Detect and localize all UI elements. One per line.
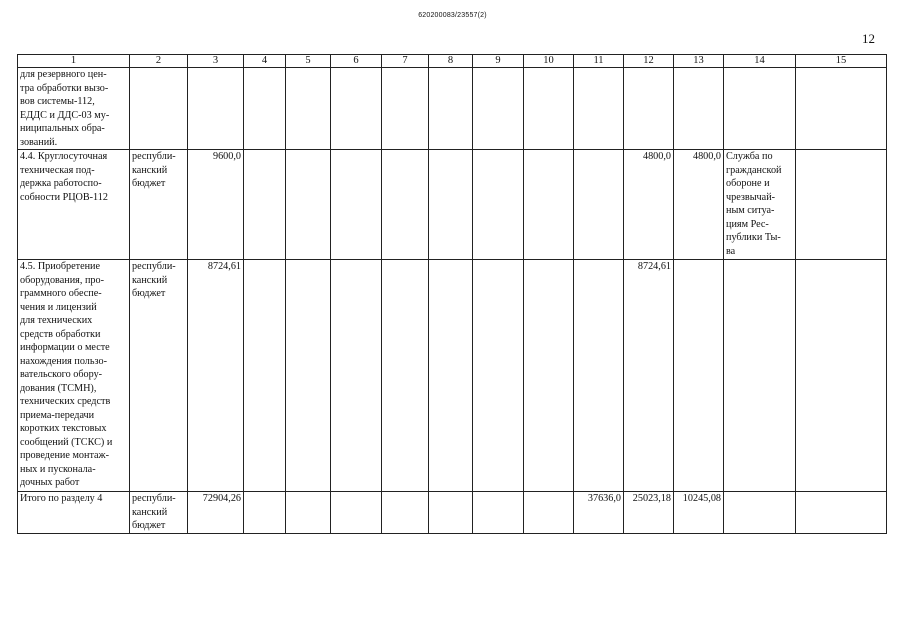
- measure-name-cell: 4.5. Приобретение оборудования, про- граммного обеспе- чения и лицензий для технических средств обработки информации о месте нахождения пользо- вательского обору- дования (ТСМН), технических средств приема-передачи коротких текстовых сообщений (ТСКС) и проведение монтаж- ных и пусконала- дочных работ: [18, 260, 130, 492]
- funding-source-cell: республи- канский бюджет: [130, 150, 188, 260]
- table-cell: [473, 150, 524, 260]
- table-cell: [286, 492, 331, 534]
- amount-cell: [574, 150, 624, 260]
- amount-cell: [574, 260, 624, 492]
- table-cell: [796, 68, 887, 150]
- column-header: 9: [473, 55, 524, 68]
- column-header: 8: [429, 55, 473, 68]
- table-cell: [331, 492, 382, 534]
- executor-cell: Служба по гражданской обороне и чрезвычай- ным ситуа- циям Рес- публики Ты- ва: [724, 150, 796, 260]
- table-cell: [524, 150, 574, 260]
- page-number: 12: [862, 31, 875, 46]
- column-header: 14: [724, 55, 796, 68]
- table-cell: [796, 150, 887, 260]
- table-cell: [382, 150, 429, 260]
- column-header: 12: [624, 55, 674, 68]
- total-amount-cell: 72904,26: [188, 492, 244, 534]
- table-cell: [331, 260, 382, 492]
- table-row: [18, 260, 887, 492]
- column-header: 2: [130, 55, 188, 68]
- amount-cell: 4800,0: [624, 150, 674, 260]
- executor-cell: [724, 492, 796, 534]
- table-cell: [473, 68, 524, 150]
- total-amount-cell: 8724,61: [188, 260, 244, 492]
- measure-name-cell: 4.4. Круглосуточная техническая под- держка работоспо- собности РЦОВ-112: [18, 150, 130, 260]
- data-table: [17, 54, 887, 534]
- executor-cell: [724, 68, 796, 150]
- table-cell: [286, 260, 331, 492]
- amount-cell: 37636,0: [574, 492, 624, 534]
- amount-cell: 4800,0: [674, 150, 724, 260]
- measure-name-cell: для резервного цен- тра обработки вызо- вов системы-112, ЕДДС и ДДС-03 му- ниципальных обра- зований.: [18, 68, 130, 150]
- column-header: 15: [796, 55, 887, 68]
- table-cell: [286, 68, 331, 150]
- total-row: [18, 492, 887, 534]
- column-header: 5: [286, 55, 331, 68]
- amount-cell: 8724,61: [624, 260, 674, 492]
- column-header: 4: [244, 55, 286, 68]
- table-cell: [429, 260, 473, 492]
- table-row: [18, 150, 887, 260]
- executor-cell: [724, 260, 796, 492]
- table-cell: [429, 150, 473, 260]
- amount-cell: 10245,08: [674, 492, 724, 534]
- table-cell: [796, 260, 887, 492]
- funding-source-cell: республи- канский бюджет: [130, 260, 188, 492]
- table-cell: [382, 492, 429, 534]
- funding-source-cell: республи- канский бюджет: [130, 492, 188, 534]
- table-cell: [473, 260, 524, 492]
- table-cell: [429, 492, 473, 534]
- table-cell: [429, 68, 473, 150]
- column-header: 7: [382, 55, 429, 68]
- table-cell: [244, 150, 286, 260]
- funding-source-cell: [130, 68, 188, 150]
- table-cell: [382, 260, 429, 492]
- column-header: 10: [524, 55, 574, 68]
- total-amount-cell: 9600,0: [188, 150, 244, 260]
- table-cell: [796, 492, 887, 534]
- table-cell: [244, 492, 286, 534]
- document-code: 620200083/23557(2): [418, 12, 487, 19]
- amount-cell: [574, 68, 624, 150]
- amount-cell: [674, 260, 724, 492]
- amount-cell: 25023,18: [624, 492, 674, 534]
- table-cell: [382, 68, 429, 150]
- column-header: 6: [331, 55, 382, 68]
- amount-cell: [674, 68, 724, 150]
- column-header: 13: [674, 55, 724, 68]
- column-header: 3: [188, 55, 244, 68]
- table-cell: [244, 260, 286, 492]
- column-header: 1: [18, 55, 130, 68]
- table-row: [18, 68, 887, 150]
- measure-name-cell: Итого по разделу 4: [18, 492, 130, 534]
- table-cell: [286, 150, 331, 260]
- table-cell: [524, 492, 574, 534]
- column-header-row: [18, 55, 887, 68]
- table-cell: [473, 492, 524, 534]
- total-amount-cell: [188, 68, 244, 150]
- table-cell: [524, 260, 574, 492]
- table-cell: [331, 150, 382, 260]
- table-cell: [244, 68, 286, 150]
- table-cell: [524, 68, 574, 150]
- table-cell: [331, 68, 382, 150]
- column-header: 11: [574, 55, 624, 68]
- amount-cell: [624, 68, 674, 150]
